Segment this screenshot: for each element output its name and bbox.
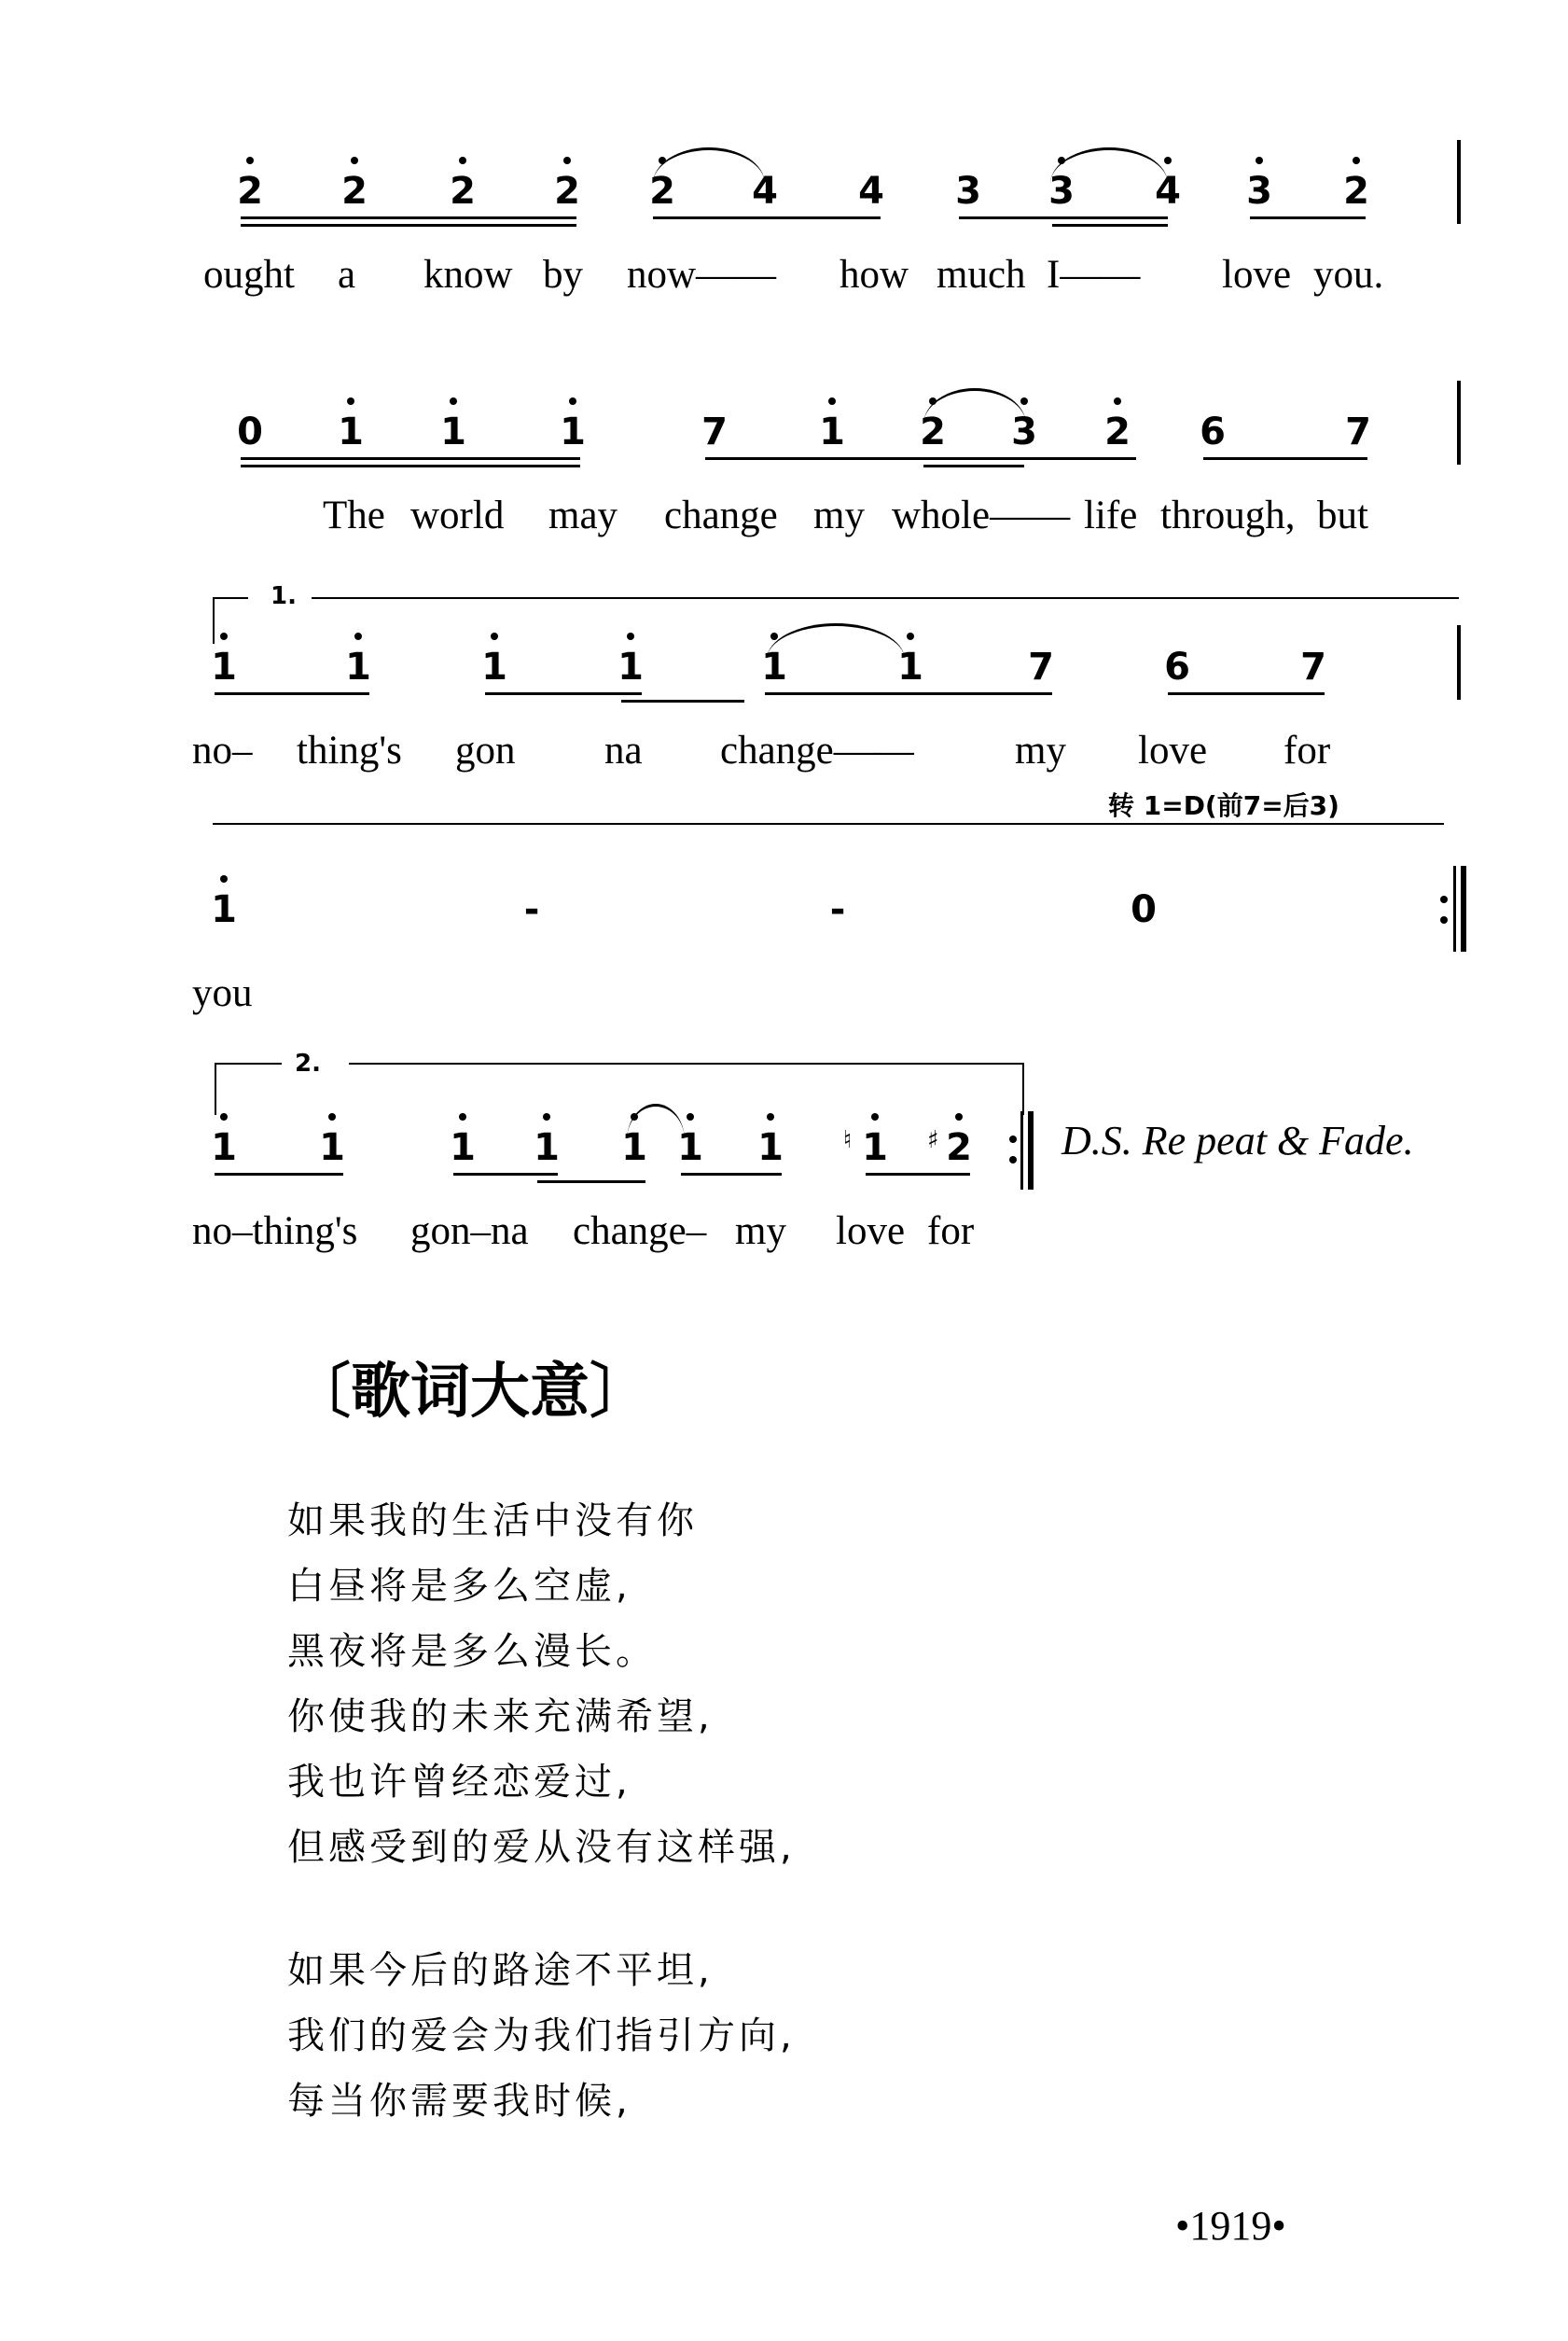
lyric: gon–na <box>410 1209 529 1253</box>
note: 7 <box>1300 646 1326 689</box>
lyric: by <box>543 253 583 297</box>
barline <box>1457 625 1461 700</box>
note: 1 <box>435 1124 491 1171</box>
natural-sign: ♮ <box>843 1126 853 1154</box>
lyric: much <box>937 253 1026 297</box>
note: 1 <box>196 1124 252 1171</box>
lyric: know <box>423 253 513 297</box>
note: 3 <box>1231 168 1287 215</box>
lyric: change—— <box>720 729 914 773</box>
note: - <box>523 888 540 931</box>
lyrics-meaning-title: 〔歌词大意〕 <box>291 1358 649 1427</box>
slur <box>767 623 905 660</box>
lyric: may <box>548 494 618 537</box>
lyric: but <box>1317 494 1368 537</box>
lyric: I—— <box>1047 253 1141 297</box>
meaning-line: 你使我的未来充满希望, <box>287 1695 714 1738</box>
ds-repeat-fade-direction: D.S. Re peat & Fade. <box>1062 1118 1414 1164</box>
key-change: 转 1=D(前7=后3) <box>1108 790 1339 821</box>
lyric: love <box>1222 253 1292 297</box>
note: 4 <box>752 170 778 213</box>
note: 6 <box>1164 646 1190 689</box>
lyric: through, <box>1160 494 1296 537</box>
meaning-line: 黑夜将是多么漫长。 <box>287 1630 657 1673</box>
note: 1 <box>330 644 386 690</box>
lyric: love <box>836 1209 906 1253</box>
note: 3 <box>1034 168 1089 215</box>
lyric: thing's <box>297 729 402 773</box>
repeat-barline <box>1020 1111 1023 1190</box>
note: 1 <box>425 409 481 455</box>
lyric: gon <box>455 729 516 773</box>
page-number: •1919• <box>1175 2203 1286 2249</box>
lyric: whole—— <box>892 494 1071 537</box>
note: 7 <box>701 411 728 453</box>
meaning-line: 但感受到的爱从没有这样强, <box>287 1826 796 1869</box>
note: 1 <box>662 1124 718 1171</box>
lyric: ought <box>203 253 295 297</box>
note: 1 <box>519 1124 575 1171</box>
note: 1 <box>196 886 252 933</box>
note: 2 <box>1328 168 1384 215</box>
lyric: world <box>410 494 505 537</box>
lyric: life <box>1084 494 1138 537</box>
lyric: The <box>323 494 385 537</box>
repeat-barline <box>1461 866 1466 952</box>
note: 7 <box>1345 411 1371 453</box>
meaning-line: 每当你需要我时候, <box>287 2080 631 2123</box>
note: ♮ 1 <box>847 1124 903 1171</box>
note: 1 <box>882 644 938 690</box>
note: 0 <box>1131 888 1157 931</box>
note: 4 <box>858 170 884 213</box>
volta-1-label: 1. <box>271 582 297 610</box>
slur <box>1050 147 1168 184</box>
note: 2 <box>634 168 690 215</box>
note: ♯ 2 <box>931 1124 987 1171</box>
slur <box>627 1104 685 1140</box>
lyric: you <box>192 971 253 1015</box>
note: 2 <box>435 168 491 215</box>
note: 2 <box>905 409 961 455</box>
note: 1 <box>304 1124 360 1171</box>
note: 1 <box>323 409 379 455</box>
note: 1 <box>466 644 522 690</box>
barline <box>1457 140 1461 224</box>
note: 1 <box>746 644 802 690</box>
note: 0 <box>237 411 263 453</box>
repeat-barline <box>1453 866 1456 952</box>
slur <box>653 147 765 184</box>
note: 4 <box>1140 168 1196 215</box>
meaning-line: 如果今后的路途不平坦, <box>287 1949 714 1992</box>
lyric: you. <box>1313 253 1384 297</box>
repeat-barline <box>1028 1111 1034 1190</box>
note: 2 <box>326 168 382 215</box>
note: 7 <box>1028 646 1054 689</box>
lyric: how <box>840 253 909 297</box>
note: 3 <box>996 409 1052 455</box>
note: 2 <box>222 168 278 215</box>
note: 1 <box>603 644 659 690</box>
slur <box>923 388 1026 425</box>
meaning-line: 我也许曾经恋爱过, <box>287 1761 631 1804</box>
note: 6 <box>1200 411 1226 453</box>
lyric: my <box>1015 729 1066 773</box>
note: - <box>829 888 846 931</box>
lyric: change– <box>573 1209 707 1253</box>
note: 1 <box>196 644 252 690</box>
note: 3 <box>955 170 981 213</box>
lyric: no– <box>192 729 253 773</box>
note: 1 <box>606 1124 662 1171</box>
lyric: na <box>604 729 643 773</box>
sharp-sign: ♯ <box>927 1126 939 1154</box>
note: 1 <box>804 409 860 455</box>
lyric: my <box>735 1209 786 1253</box>
note: 2 <box>1089 409 1145 455</box>
volta-2-label: 2. <box>295 1050 321 1078</box>
lyric: for <box>927 1209 975 1253</box>
lyric: for <box>1284 729 1331 773</box>
meaning-line: 白昼将是多么空虚, <box>287 1565 631 1608</box>
lyric: love <box>1138 729 1208 773</box>
lyric: change <box>664 494 778 537</box>
note: 1 <box>545 409 601 455</box>
meaning-line: 如果我的生活中没有你 <box>287 1499 698 1542</box>
lyric: no–thing's <box>192 1209 358 1253</box>
lyric: a <box>338 253 356 297</box>
lyric: now—— <box>627 253 777 297</box>
note: 1 <box>742 1124 798 1171</box>
meaning-line: 我们的爱会为我们指引方向, <box>287 2014 796 2057</box>
note: 2 <box>539 168 595 215</box>
lyric: my <box>813 494 865 537</box>
barline <box>1457 381 1461 465</box>
